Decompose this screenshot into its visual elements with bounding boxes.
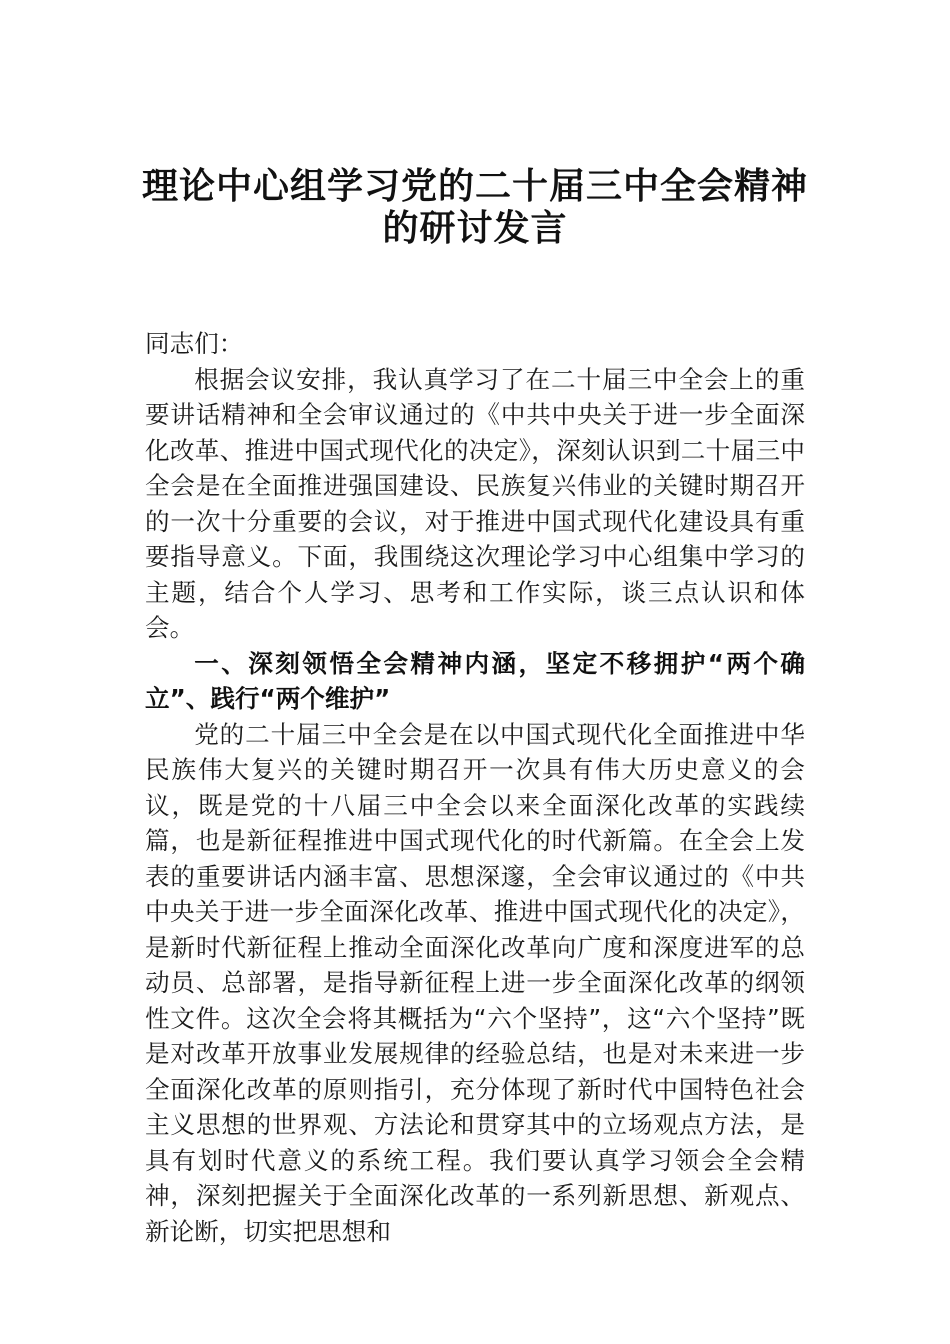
- paragraph-intro: 根据会议安排，我认真学习了在二十届三中全会上的重要讲话精神和全会审议通过的《中共中央关于进一步全面深化改革、推进中国式现代化的决定》，深刻认识到二十届三中全会是在全面推进强国建设、民族复兴伟业的关键时期召开的一次十分重要的会议，对于推进中国式现代化建设具有重要指导意义。下面，我围绕这次理论学习中心组集中学习的主题，结合个人学习、思考和工作实际，谈三点认识和体会。: [145, 364, 805, 642]
- paragraph-section-1: 党的二十届三中全会是在以中国式现代化全面推进中华民族伟大复兴的关键时期召开一次具有伟大历史意义的会议，既是党的十八届三中全会以来全面深化改革的实践续篇，也是新征程推进中国式现代化的时代新篇。在全会上发表的重要讲话内涵丰富、思想深邃，全会审议通过的《中共中央关于进一步全面深化改革、推进中国式现代化的决定》，是新时代新征程上推动全面深化改革向广度和深度进军的总动员、总部署，是指导新征程上进一步全面深化改革的纲领性文件。这次全会将其概括为“六个坚持”，这“六个坚持”既是对改革开放事业发展规律的经验总结，也是对未来进一步全面深化改革的原则指引，充分体现了新时代中国特色社会主义思想的世界观、方法论和贯穿其中的立场观点方法，是具有划时代意义的系统工程。我们要认真学习领会全会精神，深刻把握关于全面深化改革的一系列新思想、新观点、新论断，切实把思想和: [145, 719, 805, 1246]
- document-title-line-1: 理论中心组学习党的二十届三中全会精神: [141, 165, 808, 207]
- section-heading-1: 一、深刻领悟全会精神内涵，坚定不移拥护“两个确立”、践行“两个维护”: [145, 648, 805, 713]
- document-title-line-2: 的研讨发言: [382, 207, 568, 249]
- salutation: 同志们：: [145, 329, 244, 358]
- document-body: [145, 326, 805, 1249]
